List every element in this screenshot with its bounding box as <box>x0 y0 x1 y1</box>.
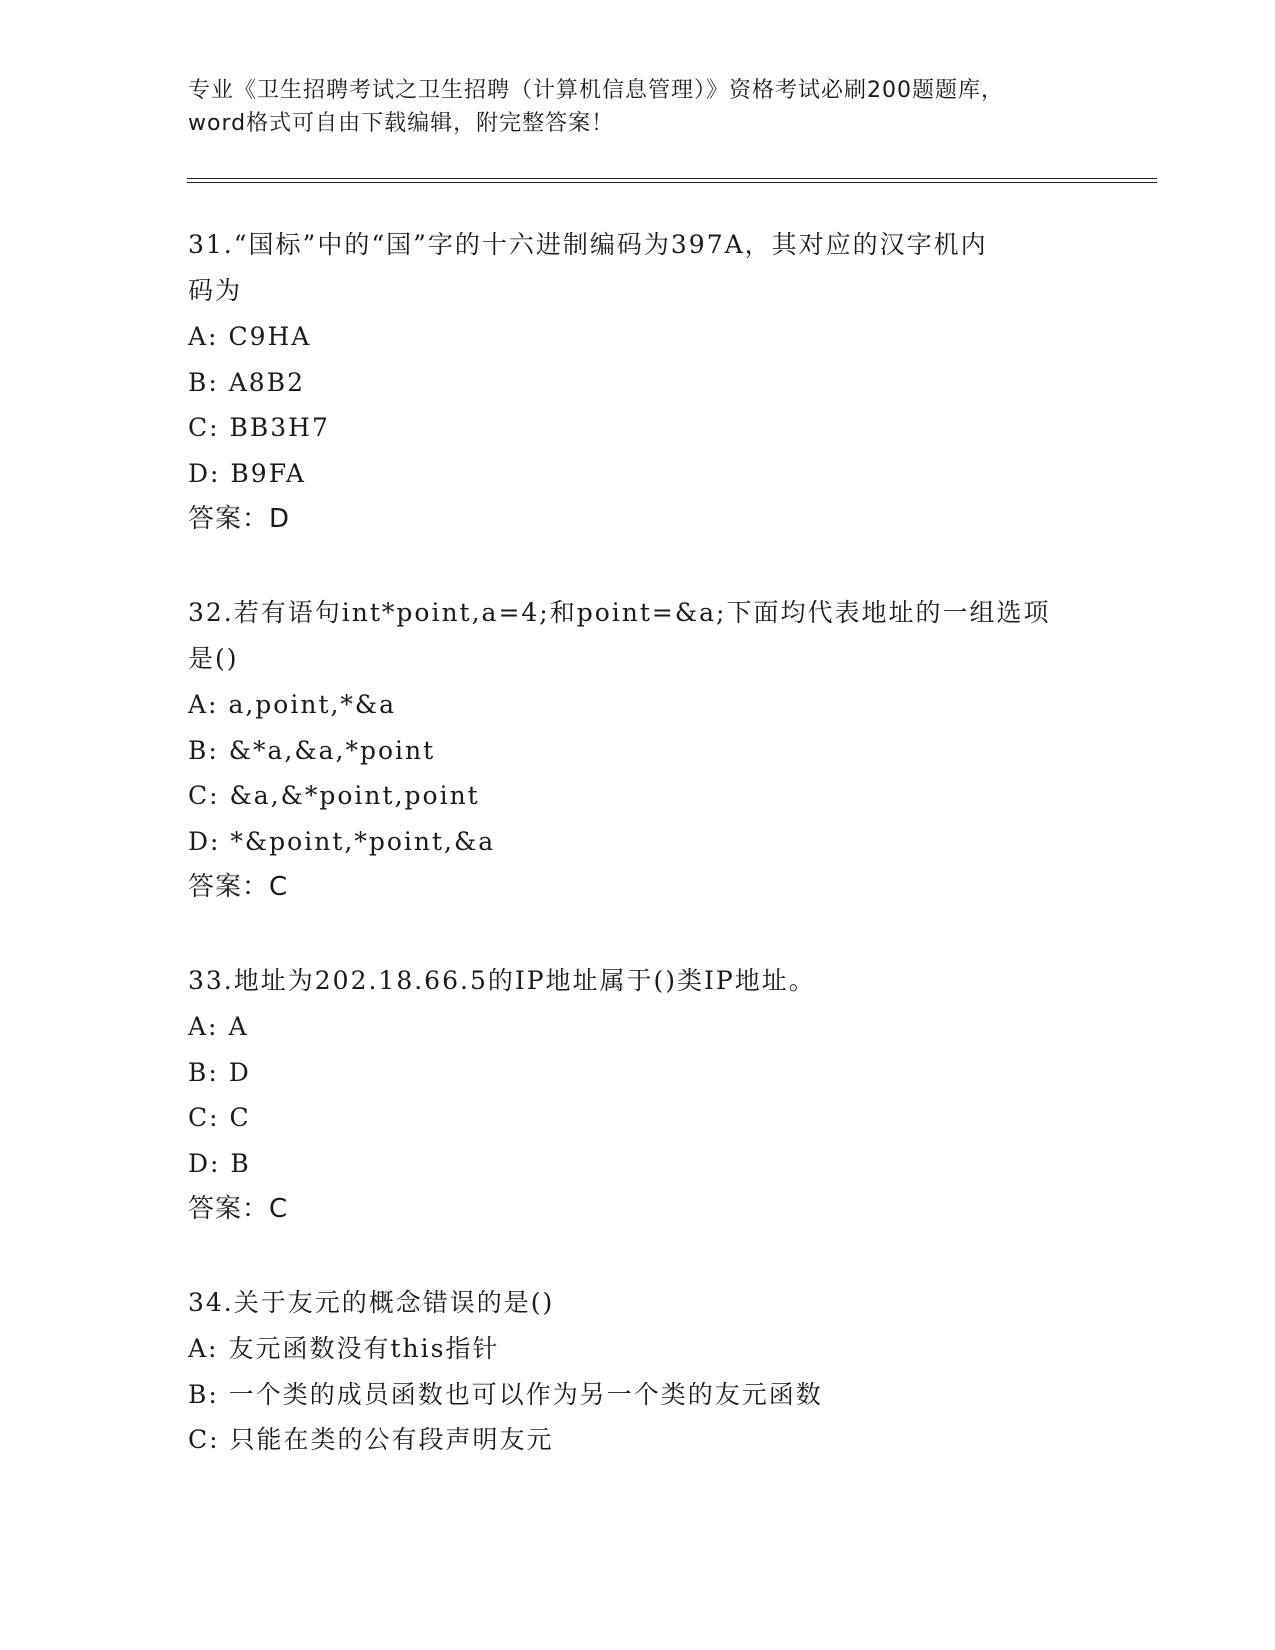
question-text-line: 34.关于友元的概念错误的是() <box>188 1288 555 1317</box>
option-letter: C: <box>188 1103 220 1132</box>
option-c <box>188 405 1088 451</box>
option-d <box>188 1141 1088 1187</box>
option-d <box>188 819 1088 865</box>
option-d <box>188 451 1088 497</box>
option-c <box>188 1095 1088 1141</box>
document-header <box>188 74 1088 140</box>
option-letter: C: <box>188 781 220 810</box>
option-text: 只能在类的公有段声明友元 <box>229 1425 554 1454</box>
question-33 <box>188 958 1088 1232</box>
question-text-line: 32.若有语句int*point,a=4;和point=&a;下面均代表地址的一组选项 <box>188 598 1051 627</box>
option-letter: A: <box>188 690 219 719</box>
option-a <box>188 1326 1088 1372</box>
answer-label: 答案：C <box>188 872 289 902</box>
option-letter: A: <box>188 1012 219 1041</box>
option-text: D <box>228 1057 251 1087</box>
option-b <box>188 1372 1088 1418</box>
option-c <box>188 773 1088 819</box>
option-letter: B: <box>188 735 219 765</box>
option-b <box>188 360 1088 406</box>
option-text: A <box>228 1012 249 1041</box>
question-text-line: 码为 <box>188 276 243 305</box>
option-letter: B: <box>188 1057 219 1087</box>
option-letter: D: <box>188 826 221 856</box>
option-letter: D: <box>188 458 221 488</box>
option-text: C <box>229 1103 251 1132</box>
answer-label: 答案：D <box>188 504 291 534</box>
option-text: 友元函数没有this指针 <box>228 1334 500 1363</box>
option-text: 一个类的成员函数也可以作为另一个类的友元函数 <box>228 1379 823 1409</box>
option-text: &a,&*point,point <box>229 781 480 810</box>
option-letter: A: <box>188 1334 219 1363</box>
option-letter: B: <box>188 367 219 397</box>
answer-label: 答案：C <box>188 1194 289 1224</box>
option-c <box>188 1417 1088 1463</box>
option-letter: B: <box>188 1379 219 1409</box>
option-a <box>188 1004 1088 1050</box>
header-line-2: word格式可自由下载编辑，附完整答案！ <box>188 111 615 136</box>
option-letter: C: <box>188 1425 220 1454</box>
option-letter: A: <box>188 322 219 351</box>
option-a <box>188 314 1088 360</box>
option-text: B9FA <box>230 458 306 488</box>
option-text: a,point,*&a <box>228 690 397 719</box>
question-31 <box>188 222 1088 542</box>
option-text: C9HA <box>228 322 312 351</box>
option-text: BB3H7 <box>229 413 330 442</box>
question-text-line: 33.地址为202.18.66.5的IP地址属于()类IP地址。 <box>188 966 816 995</box>
option-text: A8B2 <box>228 367 305 397</box>
question-32 <box>188 590 1088 910</box>
question-text-line: 31.“国标”中的“国”字的十六进制编码为397A，其对应的汉字机内 <box>188 230 988 259</box>
option-text: B <box>230 1148 251 1178</box>
option-text: *&point,*point,&a <box>230 826 496 856</box>
question-34 <box>188 1280 1088 1463</box>
option-letter: D: <box>188 1148 221 1178</box>
header-divider <box>187 178 1157 183</box>
option-b <box>188 728 1088 774</box>
option-text: &*a,&a,*point <box>228 735 436 765</box>
header-line-1: 专业《卫生招聘考试之卫生招聘（计算机信息管理）》资格考试必刷200题题库， <box>188 78 1004 103</box>
option-a <box>188 682 1088 728</box>
option-letter: C: <box>188 413 220 442</box>
question-text-line: 是() <box>188 644 239 673</box>
option-b <box>188 1050 1088 1096</box>
